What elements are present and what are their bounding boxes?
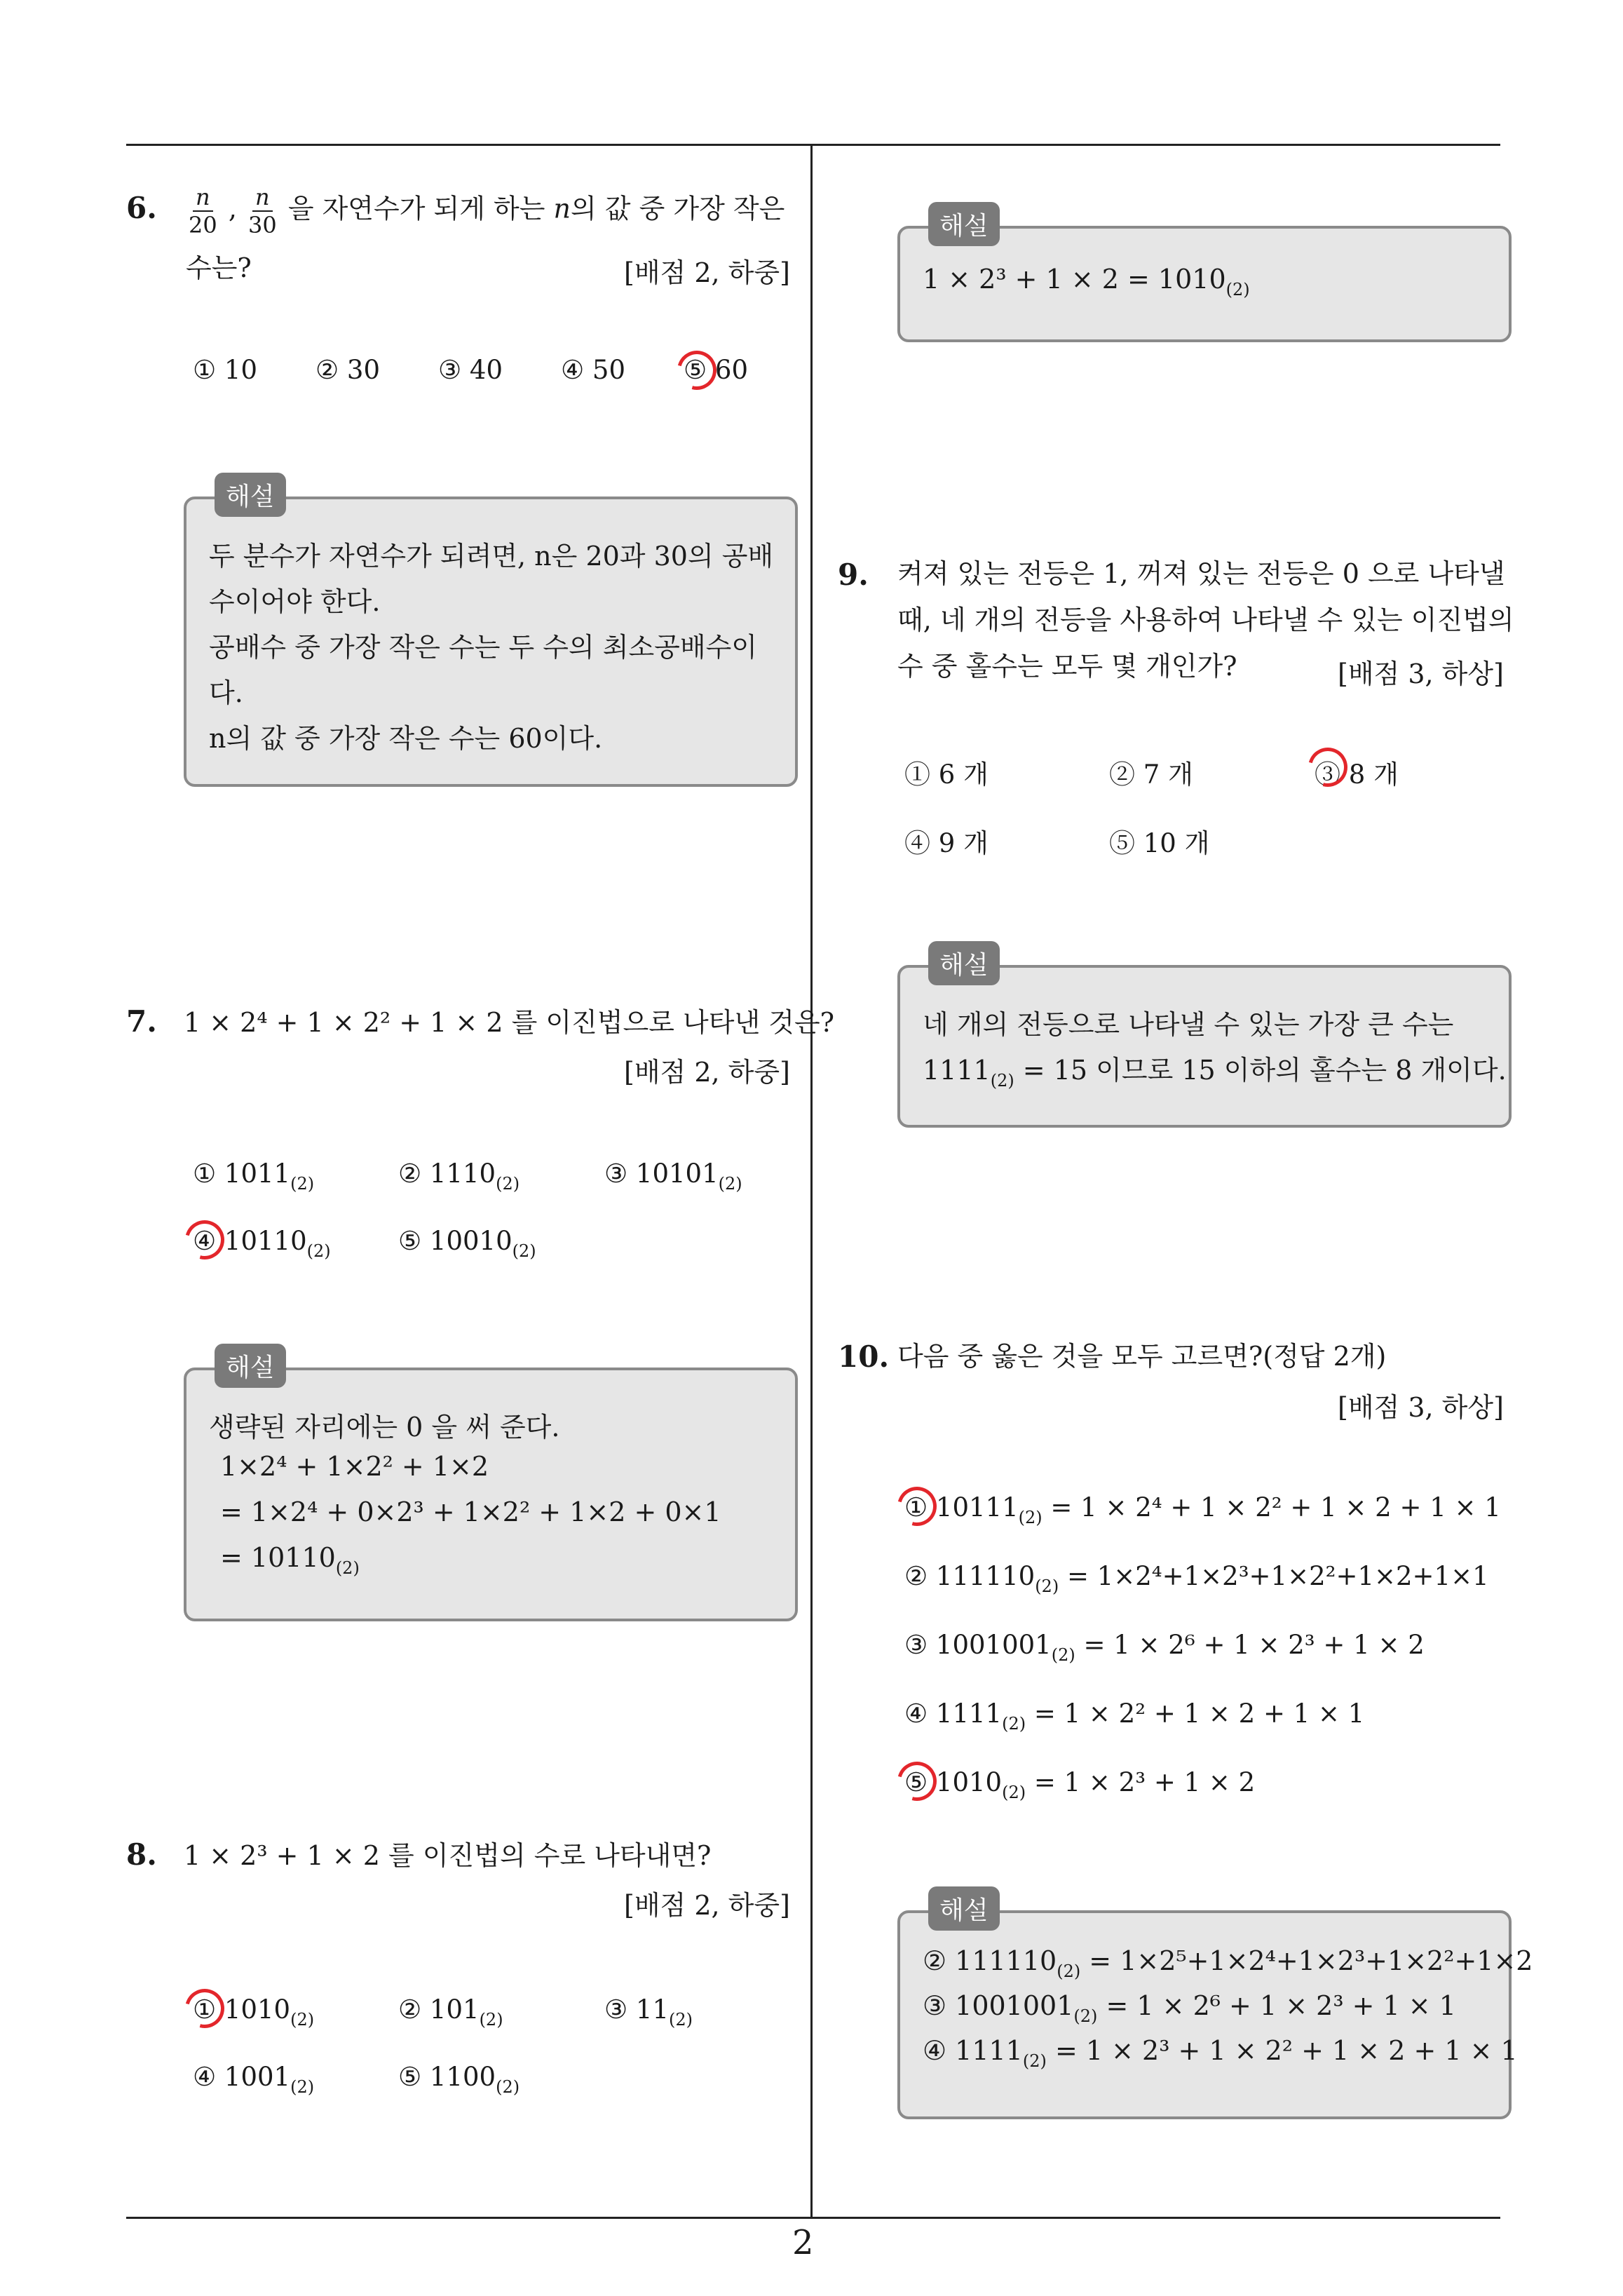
q10-solution-line-3: ④ $1111_{(2)} = 1 \times 2^3 + 1 \times 2^2 + 1 \times 2 + 1 \times 1$ — [923, 2035, 1518, 2071]
q7-number: 7. — [126, 1004, 157, 1039]
q6-choice-3[interactable]: ③ 40 — [438, 355, 503, 385]
top-rule — [126, 144, 1500, 146]
page-number: 2 — [792, 2223, 814, 2262]
q9-stem-line3: 수 중 홀수는 모두 몇 개인가? — [897, 651, 1237, 682]
q8-stem: 1 × 2³ + 1 × 2 를 이진법의 수로 나타내면? — [184, 1840, 712, 1871]
q9-solution-box — [897, 951, 1512, 1128]
q10-solution-tag: 해설 — [928, 1886, 1000, 1931]
q6-fraction-2: $\frac{n}{30}$ — [248, 184, 277, 238]
q9-solution-tag: 해설 — [928, 941, 1000, 985]
q8-solution-line-1: $1 \times 2^3 + 1 \times 2 = 1010_{(2)}$ — [923, 264, 1250, 299]
q10-answer-mark-5 — [890, 1755, 944, 1808]
q10-score: [배점 3, 하상] — [1338, 1392, 1504, 1423]
q7-answer-mark — [178, 1213, 231, 1267]
q7-solution-box — [184, 1353, 798, 1621]
q9-choice-2[interactable]: ② 7 개 — [1109, 759, 1193, 790]
q8-solution-tag: 해설 — [928, 202, 1000, 246]
q10-choice-2[interactable]: ② $111110_{(2)} = 1\times 2^4+1\times 2^3+1\times 2^2+1\times 2+1\times 1$ — [904, 1561, 1489, 1596]
q6-choice-4[interactable]: ④ 50 — [561, 355, 626, 385]
q8-expression: 1 × 2³ + 1 × 2 — [184, 1840, 380, 1871]
q6-solution-box — [184, 482, 798, 787]
q8-choice-5[interactable]: ⑤ $1100_{(2)}$ — [398, 2062, 520, 2097]
q9-choice-3[interactable]: ③ 8 개 — [1315, 759, 1399, 790]
q7-expression: 1 × 2⁴ + 1 × 2² + 1 × 2 — [184, 1007, 503, 1038]
q8-choice-4[interactable]: ④ $1001_{(2)}$ — [193, 2062, 315, 2097]
q10-solution-line-2: ③ $1001001_{(2)} = 1 \times 2^6 + 1 \times 2^3 + 1 \times 1$ — [923, 1990, 1456, 2026]
q8-choice-3[interactable]: ③ $11_{(2)}$ — [604, 1994, 693, 2030]
q8-solution-box — [897, 212, 1512, 342]
q9-score: [배점 3, 하상] — [1338, 659, 1504, 689]
q9-stem-line1: 켜져 있는 전등은 1, 꺼져 있는 전등은 0 으로 나타낼 — [897, 558, 1505, 589]
q9-solution-line-2: $1111_{(2)} = 15$ 이므로 15 이하의 홀수는 8 개이다. — [923, 1055, 1507, 1090]
q6-solution-tag: 해설 — [215, 473, 286, 517]
column-divider — [810, 145, 813, 2218]
q9-stem-line2: 때, 네 개의 전등을 사용하여 나타낼 수 있는 이진법의 — [897, 605, 1514, 635]
q7-solution-line-1: 생략된 자리에는 0 을 써 준다. — [209, 1412, 560, 1443]
q6-stem-line2: 수는? — [186, 252, 252, 283]
q7-stem: 1 × 2⁴ + 1 × 2² + 1 × 2 를 이진법으로 나타낸 것은? — [184, 1007, 835, 1038]
q10-choice-1[interactable]: ① $10111_{(2)} = 1 \times 2^4 + 1 \times 2^2 + 1 \times 2 + 1 \times 1$ — [904, 1492, 1501, 1527]
q8-choice-1[interactable]: ① $1010_{(2)}$ — [193, 1994, 315, 2030]
q7-choice-5[interactable]: ⑤ $10010_{(2)}$ — [398, 1226, 536, 1261]
q7-solution-line-2: 1×2⁴ + 1×2² + 1×2 — [220, 1451, 489, 1482]
q6-number: 6. — [126, 191, 157, 225]
q7-score: [배점 2, 하중] — [624, 1057, 790, 1088]
q9-choice-1[interactable]: ① 6 개 — [904, 759, 989, 790]
q8-score: [배점 2, 하중] — [624, 1890, 790, 1921]
q6-solution-line-5: n의 값 중 가장 작은 수는 60이다. — [209, 723, 603, 754]
q8-number: 8. — [126, 1837, 157, 1872]
q6-choice-5[interactable]: ⑤ 60 — [684, 355, 749, 385]
q10-choice-4[interactable]: ④ $1111_{(2)} = 1 \times 2^2 + 1 \times 2 + 1 \times 1$ — [904, 1699, 1365, 1734]
q6-fraction-1: $\frac{n}{20}$ — [189, 184, 217, 238]
q9-choice-4[interactable]: ④ 9 개 — [904, 828, 989, 858]
q10-stem: 다음 중 옳은 것을 모두 고르면?(정답 2개) — [897, 1341, 1387, 1372]
q10-solution-box — [897, 1896, 1533, 2119]
q10-choice-5[interactable]: ⑤ $1010_{(2)} = 1 \times 2^3 + 1 \times 2$ — [904, 1767, 1256, 1802]
q8-choice-2[interactable]: ② $101_{(2)}$ — [398, 1994, 503, 2030]
q6-score: [배점 2, 하중] — [624, 257, 790, 288]
q6-answer-mark — [670, 344, 724, 397]
q7-solution-line-4: = $10110_{(2)}$ — [220, 1542, 360, 1578]
q7-solution-tag: 해설 — [215, 1344, 286, 1388]
q7-choice-2[interactable]: ② $1110_{(2)}$ — [398, 1159, 520, 1194]
q10-number: 10. — [838, 1339, 890, 1374]
q8-answer-mark — [178, 1982, 231, 2035]
q6-solution-line-4: 다. — [209, 677, 243, 708]
q10-answer-mark-1 — [890, 1480, 944, 1533]
q9-number: 9. — [838, 558, 869, 592]
q6-solution-line-2: 수이어야 한다. — [209, 586, 381, 617]
bottom-rule — [126, 2217, 1500, 2219]
q6-solution-line-1: 두 분수가 자연수가 되려면, n은 20과 30의 공배 — [209, 541, 774, 572]
q9-choice-5[interactable]: ⑤ 10 개 — [1109, 828, 1210, 858]
q7-choice-4[interactable]: ④ $10110_{(2)}$ — [193, 1226, 331, 1261]
q10-solution-line-1: ② $111110_{(2)} = 1\times 2^5+1\times 2^4+1\times 2^3+1\times 2^2+1\times 2$ — [923, 1945, 1533, 1981]
q7-choice-1[interactable]: ① $1011_{(2)}$ — [193, 1159, 315, 1194]
q7-choice-3[interactable]: ③ $10101_{(2)}$ — [604, 1159, 742, 1194]
q6-solution-line-3: 공배수 중 가장 작은 수는 두 수의 최소공배수이 — [209, 632, 758, 663]
q6-choice-1[interactable]: ① 10 — [193, 355, 258, 385]
q7-solution-line-3: = 1×2⁴ + 0×2³ + 1×2² + 1×2 + 0×1 — [220, 1497, 721, 1527]
q9-solution-line-1: 네 개의 전등으로 나타낼 수 있는 가장 큰 수는 — [923, 1009, 1454, 1040]
q6-choice-2[interactable]: ② 30 — [315, 355, 381, 385]
q6-stem: $\frac{n}{20}$ , $\frac{n}{30}$ 을 자연수가 되게 하는 n의 값 중 가장 작은 — [186, 184, 785, 238]
q10-choice-3[interactable]: ③ $1001001_{(2)} = 1 \times 2^6 + 1 \times 2^3 + 1 \times 2$ — [904, 1630, 1425, 1665]
